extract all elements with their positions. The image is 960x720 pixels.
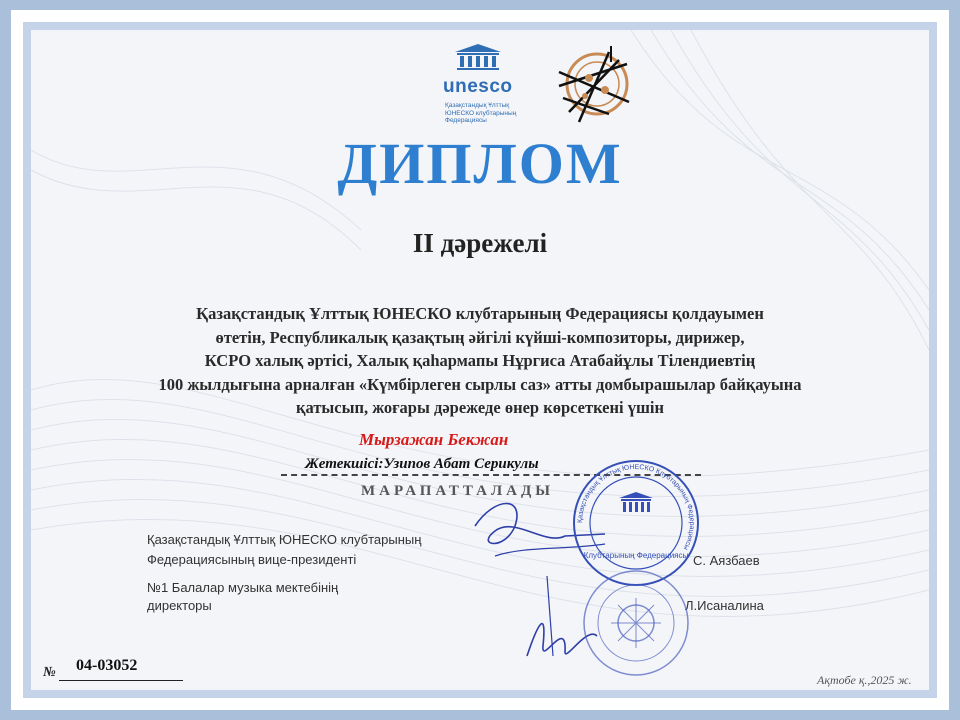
unesco-logo (443, 42, 533, 124)
number-label: № (43, 665, 56, 680)
award-verb: МАРАПАТТАЛАДЫ (361, 483, 555, 499)
school-stamp (581, 568, 691, 678)
diploma-body-text (121, 302, 839, 420)
unesco-temple-icon (443, 42, 513, 72)
number-underline (59, 680, 183, 681)
stamp-ring-text: Қазақстандық Ұлттық ЮНЕСКО Клубтарының Федерациясы (576, 463, 696, 551)
unesco-wordmark: unesco (443, 76, 513, 97)
dombra-emblem-icon (549, 42, 637, 130)
mentor-name: Жетекшісі:Узипов Абат Серикулы (305, 456, 539, 472)
org-position-line1: Қазақстандық Ұлттық ЮНЕСКО клубтарының (147, 532, 422, 547)
org-signer-name: С. Аязбаев (693, 553, 760, 568)
body-line: қатысып, жоғары дәрежеде өнер көрсеткені үшін (295, 398, 664, 417)
place-date: Ақтобе қ.,2025 ж. (817, 673, 912, 687)
body-line: өтетін, Республикалық қазақтың әйгілі күйші-композиторы, дирижер, (215, 327, 745, 347)
school-position-line1: №1 Балалар музыка мектебінің (147, 580, 339, 595)
diploma-sheet (31, 30, 929, 690)
school-signer-name: Л.Исаналина (685, 598, 764, 613)
diploma-number: 04-03052 (76, 657, 138, 674)
stamp-inner-text: Клубтарының Федерациясы (583, 551, 689, 560)
recipient-name: Мырзажан Бекжан (359, 430, 509, 449)
diploma-degree: II дәрежелі (412, 228, 548, 258)
school-position-line2: директоры (147, 598, 212, 613)
body-line: КСРО халық әртісі, Халық қаһармапы Нұргиса Атабайұлы Тілендиевтің (204, 351, 756, 370)
diploma-title: ДИПЛОМ (337, 131, 623, 196)
body-line: 100 жылдығына арналған «Күмбірлеген сырлы саз» атты домбырашылар байқауына (158, 374, 802, 394)
body-line: Қазақстандық Ұлттық ЮНЕСКО клубтарының Федерациясы қолдауымен (196, 304, 764, 323)
unesco-subtitle: Қазақстандық Ұлттық ЮНЕСКО клубтарының Федерациясы (445, 102, 517, 124)
org-position-line2: Федерациясының вице-президенті (147, 552, 357, 567)
